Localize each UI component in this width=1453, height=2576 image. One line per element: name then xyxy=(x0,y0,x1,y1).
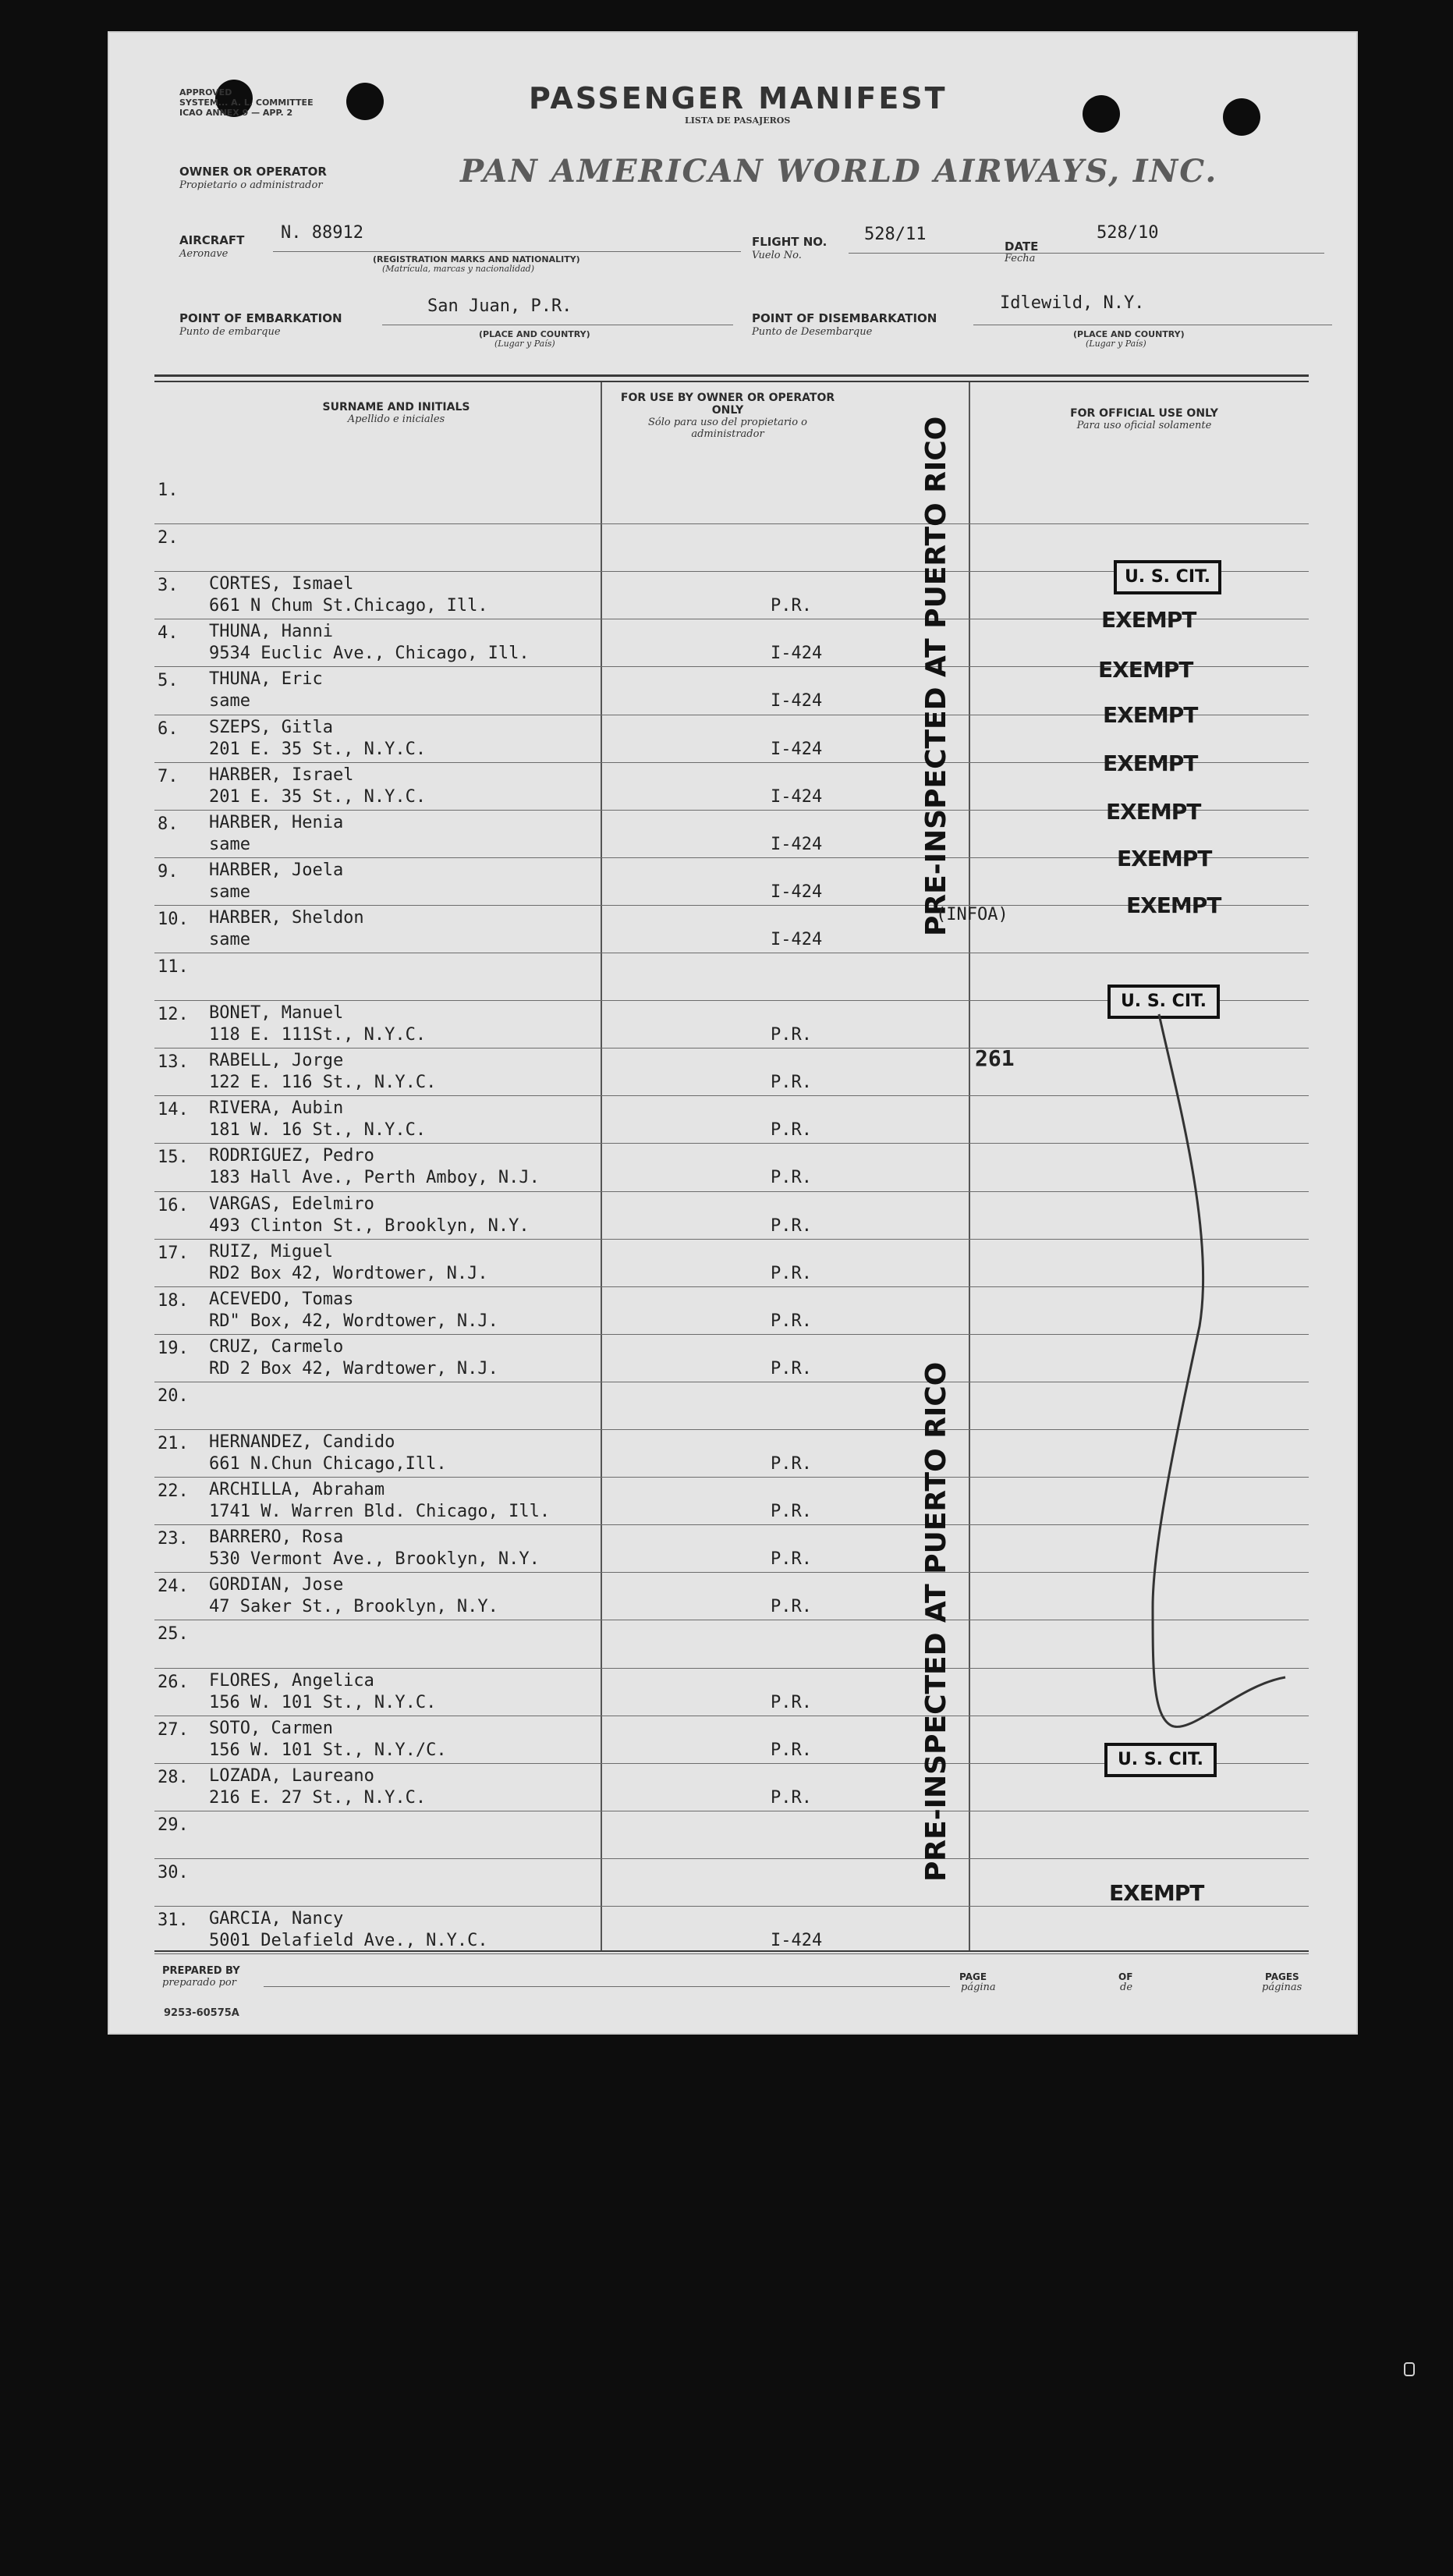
pages-label-es: páginas xyxy=(1262,1982,1302,1993)
names-column-header: SURNAME AND INITIALS Apellido e iniciales xyxy=(322,401,470,425)
passenger-name: THUNA, Hanni xyxy=(209,622,333,641)
owner-use-entry: P.R. xyxy=(771,596,812,616)
row-number: 24. xyxy=(158,1577,189,1596)
row-number: 11. xyxy=(158,957,189,977)
flight-value: 528/11 xyxy=(864,225,927,244)
embark-place-caption: (PLACE AND COUNTRY) xyxy=(479,329,590,339)
infoa-note: (INFOA) xyxy=(936,905,1008,924)
exempt-stamp: EXEMPT xyxy=(1106,799,1201,825)
passenger-address: 493 Clinton St., Brooklyn, N.Y. xyxy=(209,1216,530,1236)
passenger-name: BONET, Manuel xyxy=(209,1003,344,1023)
row-number: 19. xyxy=(158,1339,189,1358)
owner-use-entry: P.R. xyxy=(771,1311,812,1331)
owner-use-entry: I-424 xyxy=(771,835,823,854)
row-number: 26. xyxy=(158,1673,189,1692)
row-number: 30. xyxy=(158,1863,189,1882)
official-use-column-header: FOR OFFICIAL USE ONLY Para uso oficial solamente xyxy=(1070,407,1218,431)
row-number: 10. xyxy=(158,910,189,929)
owner-use-entry: P.R. xyxy=(771,1073,812,1092)
row-number: 17. xyxy=(158,1244,189,1263)
row-number: 31. xyxy=(158,1911,189,1930)
passenger-name: THUNA, Eric xyxy=(209,669,323,689)
page-label-es: página xyxy=(961,1982,996,1993)
passenger-address: 122 E. 116 St., N.Y.C. xyxy=(209,1073,437,1092)
passenger-name: RABELL, Jorge xyxy=(209,1051,344,1070)
form-number: 9253-60575A xyxy=(164,2007,239,2019)
us-cit-stamp: U. S. CIT. xyxy=(1104,1743,1217,1777)
passenger-address: 1741 W. Warren Bld. Chicago, Ill. xyxy=(209,1502,551,1521)
row-number: 16. xyxy=(158,1196,189,1215)
passenger-name: BARRERO, Rosa xyxy=(209,1528,344,1547)
passenger-address: 661 N Chum St.Chicago, Ill. xyxy=(209,596,488,616)
passenger-address: 5001 Delafield Ave., N.Y.C. xyxy=(209,1931,488,1950)
passenger-name: LOZADA, Laureano xyxy=(209,1766,374,1786)
passenger-name: HERNANDEZ, Candido xyxy=(209,1432,395,1452)
passenger-name: GORDIAN, Jose xyxy=(209,1575,344,1595)
passenger-address: 118 E. 111St., N.Y.C. xyxy=(209,1025,427,1045)
exempt-stamp: EXEMPT xyxy=(1101,607,1196,633)
row-number: 27. xyxy=(158,1720,189,1740)
aircraft-label-es: Aeronave xyxy=(179,248,229,260)
row-number: 20. xyxy=(158,1386,189,1406)
exempt-stamp: EXEMPT xyxy=(1117,846,1212,871)
manifest-sheet xyxy=(108,31,1358,2035)
disembark-place-caption: (PLACE AND COUNTRY) xyxy=(1073,329,1185,339)
row-number: 18. xyxy=(158,1291,189,1311)
owner-use-entry: P.R. xyxy=(771,1597,812,1616)
passenger-name: ACEVEDO, Tomas xyxy=(209,1290,354,1309)
passenger-address: 9534 Euclic Ave., Chicago, Ill. xyxy=(209,644,530,663)
passenger-address: RD 2 Box 42, Wardtower, N.J. xyxy=(209,1359,498,1378)
of-label: OF xyxy=(1118,1971,1133,1982)
page-title-es: LISTA DE PASAJEROS xyxy=(685,115,791,126)
owner-use-entry: P.R. xyxy=(771,1740,812,1760)
count-note: 261 xyxy=(975,1045,1015,1071)
owner-use-column-header: FOR USE BY OWNER OR OPERATOR ONLY Sólo para uso del propietario o administrador xyxy=(620,392,835,440)
row-number: 7. xyxy=(158,767,179,786)
row-number: 8. xyxy=(158,814,179,834)
passenger-name: CRUZ, Carmelo xyxy=(209,1337,344,1357)
owner-use-entry: I-424 xyxy=(771,930,823,949)
disembark-label: POINT OF DISEMBARKATION xyxy=(752,311,937,325)
page-title: PASSENGER MANIFEST xyxy=(529,81,948,115)
flight-label-es: Vuelo No. xyxy=(752,250,802,261)
owner-use-entry: P.R. xyxy=(771,1168,812,1187)
row-number: 23. xyxy=(158,1529,189,1549)
owner-use-entry: P.R. xyxy=(771,1788,812,1808)
passenger-name: SOTO, Carmen xyxy=(209,1719,333,1738)
pages-label: PAGES xyxy=(1265,1971,1299,1982)
exempt-stamp: EXEMPT xyxy=(1098,657,1193,683)
registration-caption: (REGISTRATION MARKS AND NATIONALITY) xyxy=(373,254,580,264)
passenger-address: same xyxy=(209,835,250,854)
margin-mark xyxy=(1404,2362,1415,2376)
exempt-stamp: EXEMPT xyxy=(1126,892,1221,918)
table-row xyxy=(108,479,1358,527)
registration-caption-es: (Matrícula, marcas y nacionalidad) xyxy=(382,264,534,274)
exempt-stamp: EXEMPT xyxy=(1109,1880,1204,1906)
passenger-address: 181 W. 16 St., N.Y.C. xyxy=(209,1120,427,1140)
passenger-name: FLORES, Angelica xyxy=(209,1671,374,1691)
owner-use-entry: P.R. xyxy=(771,1549,812,1569)
disembark-label-es: Punto de Desembarque xyxy=(752,326,873,338)
row-number: 9. xyxy=(158,862,179,882)
passenger-address: 216 E. 27 St., N.Y.C. xyxy=(209,1788,427,1808)
passenger-address: 183 Hall Ave., Perth Amboy, N.J. xyxy=(209,1168,540,1187)
passenger-name: HARBER, Sheldon xyxy=(209,908,364,928)
passenger-address: 661 N.Chun Chicago,Ill. xyxy=(209,1454,447,1474)
date-label: DATE xyxy=(1005,240,1039,254)
row-number: 5. xyxy=(158,671,179,690)
pre-inspected-stamp-bottom: PRE-INSPECTED AT PUERTO RICO xyxy=(920,1361,952,1882)
embark-place-caption-es: (Lugar y País) xyxy=(494,339,555,349)
owner-use-entry: I-424 xyxy=(771,644,823,663)
owner-use-entry: P.R. xyxy=(771,1216,812,1236)
passenger-address: 156 W. 101 St., N.Y./C. xyxy=(209,1740,447,1760)
owner-use-entry: I-424 xyxy=(771,882,823,902)
owner-use-entry: P.R. xyxy=(771,1359,812,1378)
aircraft-label: AIRCRAFT xyxy=(179,233,245,247)
owner-label-es: Propietario o administrador xyxy=(179,179,323,191)
passenger-name: RIVERA, Aubin xyxy=(209,1098,344,1118)
disembark-value: Idlewild, N.Y. xyxy=(1000,293,1145,313)
passenger-name: ARCHILLA, Abraham xyxy=(209,1480,385,1499)
exempt-stamp: EXEMPT xyxy=(1103,750,1198,776)
passenger-address: same xyxy=(209,930,250,949)
row-number: 14. xyxy=(158,1100,189,1119)
us-cit-stamp: U. S. CIT. xyxy=(1114,560,1221,594)
passenger-address: 201 E. 35 St., N.Y.C. xyxy=(209,740,427,759)
owner-use-entry: P.R. xyxy=(771,1693,812,1712)
row-number: 2. xyxy=(158,528,179,548)
aircraft-value: N. 88912 xyxy=(281,223,363,243)
prepared-underline xyxy=(264,1986,950,1987)
passenger-name: HARBER, Henia xyxy=(209,813,344,832)
row-number: 25. xyxy=(158,1624,189,1644)
owner-use-entry: P.R. xyxy=(771,1502,812,1521)
exempt-stamp: EXEMPT xyxy=(1103,702,1198,728)
embark-value: San Juan, P.R. xyxy=(427,296,572,316)
embark-label: POINT OF EMBARKATION xyxy=(179,311,342,325)
date-value: 528/10 xyxy=(1097,223,1159,243)
table-row xyxy=(108,1909,1358,1957)
row-number: 6. xyxy=(158,719,179,739)
pre-inspected-stamp-top: PRE-INSPECTED AT PUERTO RICO xyxy=(920,416,952,936)
passenger-address: 47 Saker St., Brooklyn, N.Y. xyxy=(209,1597,498,1616)
passenger-name: VARGAS, Edelmiro xyxy=(209,1194,374,1214)
flight-label: FLIGHT NO. xyxy=(752,235,828,249)
row-number: 12. xyxy=(158,1005,189,1024)
owner-use-entry: P.R. xyxy=(771,1454,812,1474)
passenger-address: 156 W. 101 St., N.Y.C. xyxy=(209,1693,437,1712)
passenger-address: RD" Box, 42, Wordtower, N.J. xyxy=(209,1311,498,1331)
table-row xyxy=(108,1814,1358,1861)
passenger-address: same xyxy=(209,882,250,902)
owner-use-entry: I-424 xyxy=(771,787,823,807)
table-bottom-rule xyxy=(154,1950,1309,1952)
date-label-es: Fecha xyxy=(1005,253,1036,264)
owner-use-entry: P.R. xyxy=(771,1264,812,1283)
page-label: PAGE xyxy=(959,1971,987,1982)
bracket-line xyxy=(1075,999,1309,1763)
prepared-label: PREPARED BY xyxy=(162,1965,240,1977)
passenger-name: RUIZ, Miguel xyxy=(209,1242,333,1261)
passenger-name: SZEPS, Gitla xyxy=(209,718,333,737)
row-number: 3. xyxy=(158,576,179,595)
owner-use-entry: I-424 xyxy=(771,1931,823,1950)
passenger-name: CORTES, Ismael xyxy=(209,574,354,594)
row-number: 13. xyxy=(158,1052,189,1072)
passenger-name: RODRIGUEZ, Pedro xyxy=(209,1146,374,1166)
passenger-name: HARBER, Israel xyxy=(209,765,354,785)
owner-value: PAN AMERICAN WORLD AIRWAYS, INC. xyxy=(460,153,1218,190)
form-ref: APPROVED SYSTEM... A. L. COMMITTEE ICAO ANNEX 9 — APP. 2 xyxy=(179,87,314,118)
disembark-place-caption-es: (Lugar y País) xyxy=(1086,339,1146,349)
passenger-name: HARBER, Joela xyxy=(209,860,344,880)
owner-use-entry: P.R. xyxy=(771,1025,812,1045)
row-number: 22. xyxy=(158,1481,189,1501)
row-number: 28. xyxy=(158,1768,189,1787)
owner-use-entry: P.R. xyxy=(771,1120,812,1140)
owner-label: OWNER OR OPERATOR xyxy=(179,165,327,179)
row-number: 4. xyxy=(158,623,179,643)
passenger-address: 530 Vermont Ave., Brooklyn, N.Y. xyxy=(209,1549,540,1569)
embark-label-es: Punto de embarque xyxy=(179,326,281,338)
of-label-es: de xyxy=(1120,1982,1133,1993)
passenger-address: same xyxy=(209,691,250,711)
row-number: 1. xyxy=(158,481,179,500)
passenger-address: RD2 Box 42, Wordtower, N.J. xyxy=(209,1264,488,1283)
passenger-name: GARCIA, Nancy xyxy=(209,1909,344,1928)
owner-use-entry: I-424 xyxy=(771,740,823,759)
row-number: 29. xyxy=(158,1815,189,1835)
prepared-label-es: preparado por xyxy=(162,1977,236,1989)
row-number: 15. xyxy=(158,1148,189,1167)
owner-use-entry: I-424 xyxy=(771,691,823,711)
row-number: 21. xyxy=(158,1434,189,1453)
us-cit-stamp: U. S. CIT. xyxy=(1107,985,1220,1019)
passenger-address: 201 E. 35 St., N.Y.C. xyxy=(209,787,427,807)
